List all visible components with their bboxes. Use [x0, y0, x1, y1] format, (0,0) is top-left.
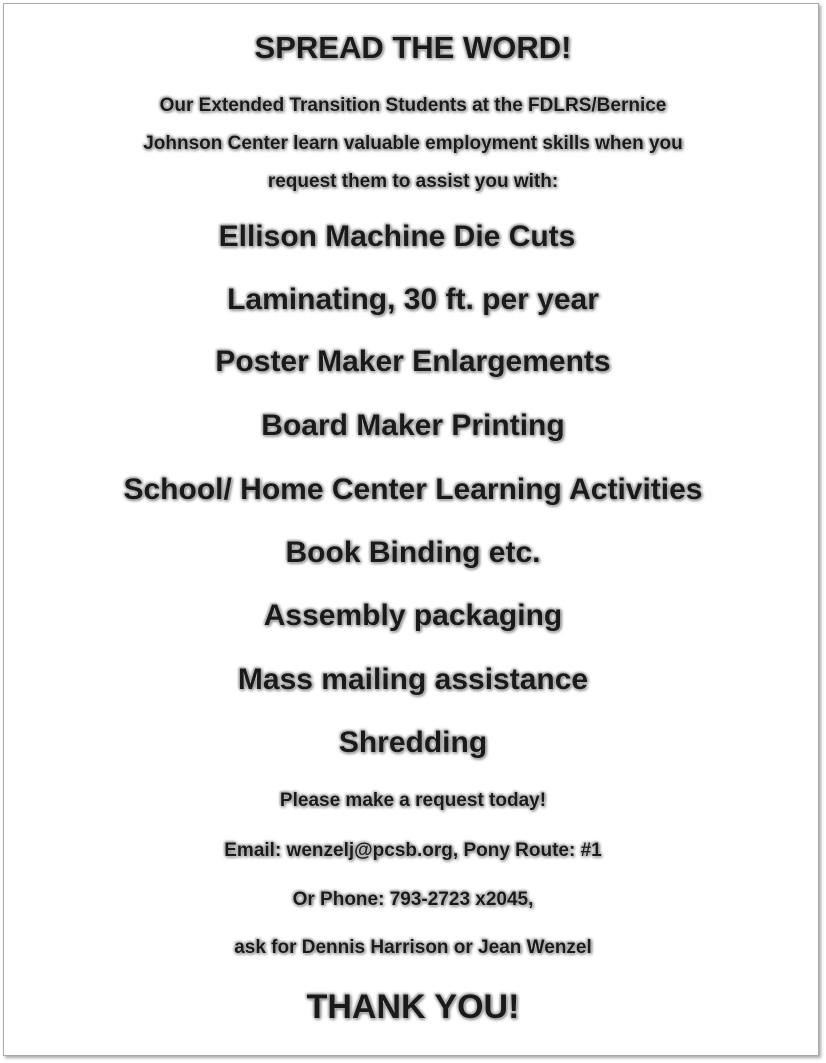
service-assembly-packaging: Assembly packaging	[263, 599, 563, 632]
service-book-binding: Book Binding etc.	[285, 536, 541, 569]
contact-email: Email: wenzelj@pcsb.org, Pony Route: #1	[224, 840, 602, 861]
contact-ask: ask for Dennis Harrison or Jean Wenzel	[234, 937, 592, 958]
service-die-cuts: Ellison Machine Die Cuts	[218, 220, 576, 253]
service-laminating: Laminating, 30 ft. per year	[227, 283, 599, 316]
request-text: Please make a request today!	[279, 790, 547, 811]
service-board-maker: Board Maker Printing	[261, 409, 565, 442]
intro-line-3: request them to assist you with:	[267, 171, 559, 192]
service-mass-mailing: Mass mailing assistance	[237, 663, 589, 696]
service-shredding: Shredding	[338, 726, 488, 759]
intro-line-1: Our Extended Transition Students at the FDLRS/Bernice	[159, 95, 667, 116]
page-title: SPREAD THE WORD!	[254, 30, 572, 65]
contact-phone: Or Phone: 793-2723 x2045,	[292, 889, 534, 910]
intro-line-2: Johnson Center learn valuable employment skills when you	[143, 133, 683, 154]
service-learning-activities: School/ Home Center Learning Activities	[123, 473, 703, 506]
closing-thank-you: THANK YOU!	[306, 988, 520, 1026]
service-poster-maker: Poster Maker Enlargements	[215, 345, 611, 378]
